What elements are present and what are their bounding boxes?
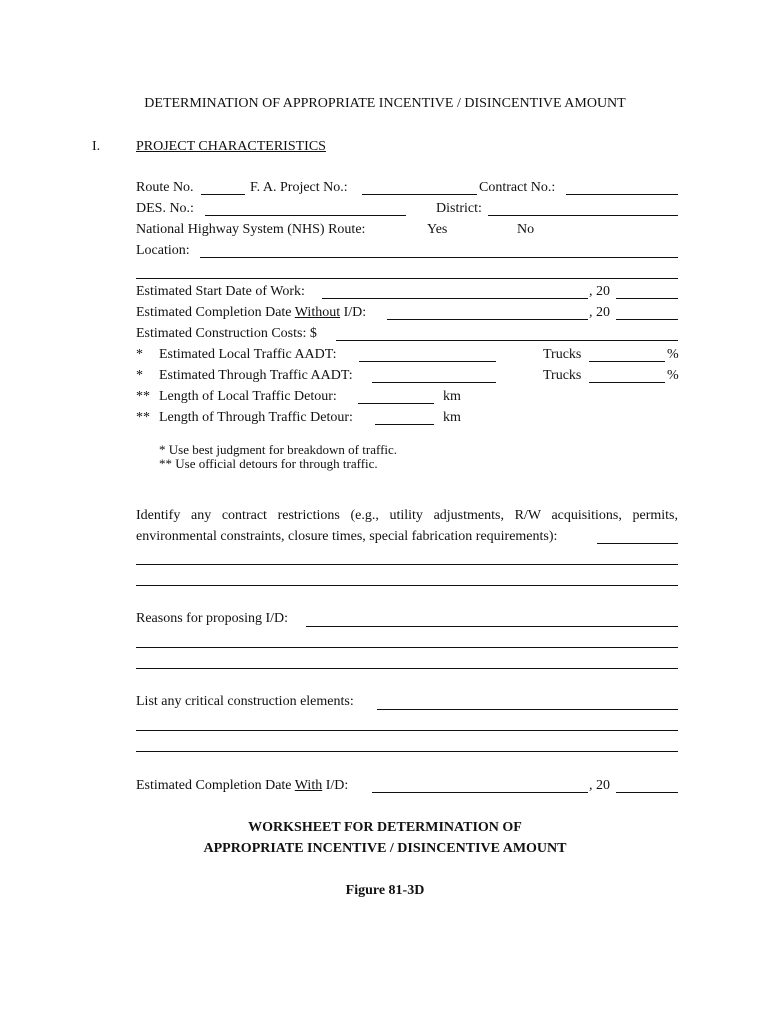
completion-with-label [136,778,348,794]
construction-costs-field[interactable] [336,340,678,341]
through-aadt-field[interactable] [372,382,496,383]
district-field[interactable] [488,215,678,216]
through-trucks-percent: % [667,368,679,383]
completion-without-year-prefix: , 20 [589,305,610,320]
reasons-label: Reasons for proposing I/D: [136,611,289,626]
location-field[interactable] [200,257,678,258]
des-no-field[interactable] [205,215,406,216]
restrictions-label-line-2: environmental constraints, closure times, special fabrication requirements): [136,529,558,544]
critical-elements-field-line-2[interactable] [136,730,678,731]
nhs-no-option[interactable]: No [517,222,535,237]
contract-no-label: Contract No.: [479,180,556,195]
local-detour-field[interactable] [358,403,434,404]
restrictions-field-line-2[interactable] [136,564,678,565]
reasons-field[interactable] [306,626,678,627]
completion-without-label [136,305,366,321]
reasons-field-line-3[interactable] [136,668,678,669]
restrictions-field[interactable] [597,543,678,544]
restrictions-label-line-1: Identify any contract restrictions (e.g., utility adjustments, R/W acquisitions, permits, [136,508,678,523]
worksheet-title-line-2: APPROPRIATE INCENTIVE / DISINCENTIVE AMOUNT [203,841,567,856]
route-no-label: Route No. [136,180,194,195]
section-title: PROJECT CHARACTERISTICS [136,139,326,154]
critical-elements-field-line-3[interactable] [136,751,678,752]
completion-without-prefix: Estimated Completion Date [136,305,295,320]
local-aadt-label: Estimated Local Traffic AADT: [159,347,337,362]
critical-elements-field[interactable] [377,709,678,710]
through-trucks-field[interactable] [589,382,665,383]
reasons-field-line-2[interactable] [136,647,678,648]
local-trucks-field[interactable] [589,361,665,362]
local-detour-unit: km [443,389,461,404]
completion-with-year-field[interactable] [616,792,678,793]
restrictions-field-line-3[interactable] [136,585,678,586]
des-no-label: DES. No.: [136,201,194,216]
fa-project-no-label: F. A. Project No.: [250,180,348,195]
completion-with-prefix: Estimated Completion Date [136,778,295,793]
fa-project-no-field[interactable] [362,194,477,195]
through-aadt-label: Estimated Through Traffic AADT: [159,368,353,383]
completion-without-field[interactable] [387,319,588,320]
through-detour-field[interactable] [375,424,434,425]
through-aadt-marker: * [136,368,143,383]
critical-elements-label: List any critical construction elements: [136,694,354,709]
local-detour-marker: ** [136,389,150,404]
route-no-field[interactable] [201,194,245,195]
location-field-line-2[interactable] [136,278,678,279]
local-trucks-label: Trucks [543,347,582,362]
completion-without-year-field[interactable] [616,319,678,320]
local-aadt-marker: * [136,347,143,362]
local-aadt-field[interactable] [359,361,496,362]
start-year-prefix: , 20 [589,284,610,299]
local-detour-label: Length of Local Traffic Detour: [159,389,337,404]
document-title: DETERMINATION OF APPROPRIATE INCENTIVE / DISINCENTIVE AMOUNT [144,96,626,111]
location-label: Location: [136,243,190,258]
through-detour-unit: km [443,410,461,425]
with-text: With [294,778,323,793]
completion-without-suffix: I/D: [340,305,367,320]
completion-with-year-prefix: , 20 [589,778,610,793]
construction-costs-label: Estimated Construction Costs: $ [136,326,317,341]
nhs-yes-option[interactable]: Yes [427,222,448,237]
start-date-field[interactable] [322,298,588,299]
worksheet-title-line-1: WORKSHEET FOR DETERMINATION OF [248,820,522,835]
district-label: District: [436,201,482,216]
note-official-detours: ** Use official detours for through traffic. [159,456,378,471]
nhs-route-label: National Highway System (NHS) Route: [136,222,366,237]
through-detour-marker: ** [136,410,150,425]
start-year-field[interactable] [616,298,678,299]
completion-with-suffix: I/D: [322,778,349,793]
section-number: I. [92,139,101,154]
without-text: Without [294,305,341,320]
figure-label: Figure 81-3D [345,883,425,898]
completion-with-field[interactable] [372,792,588,793]
contract-no-field[interactable] [566,194,678,195]
local-trucks-percent: % [667,347,679,362]
through-trucks-label: Trucks [543,368,582,383]
through-detour-label: Length of Through Traffic Detour: [159,410,353,425]
note-traffic-breakdown: * Use best judgment for breakdown of traffic. [159,442,398,457]
start-date-label: Estimated Start Date of Work: [136,284,305,299]
